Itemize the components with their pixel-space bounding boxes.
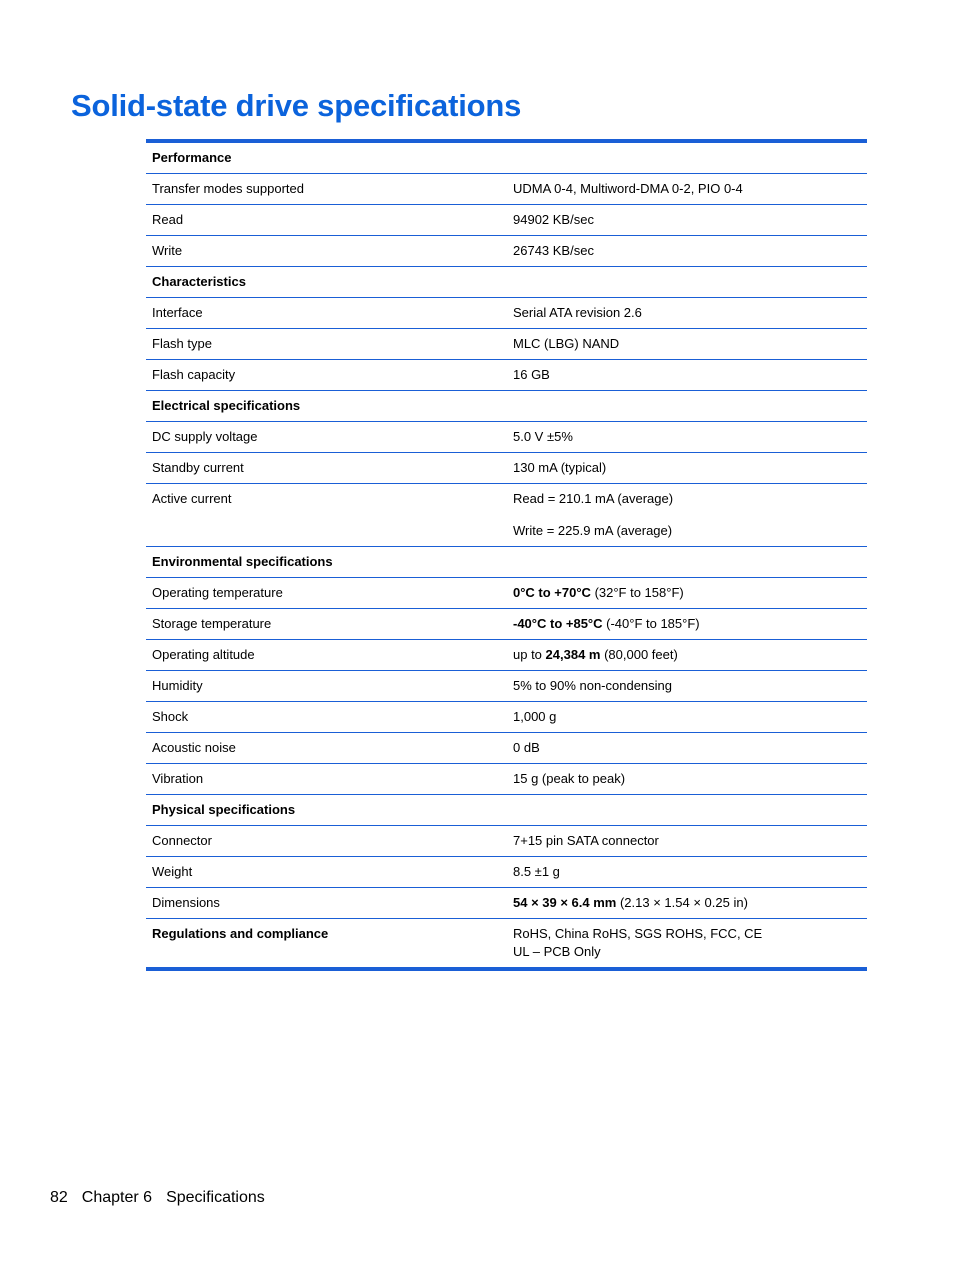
page-title: Solid-state drive specifications [71, 88, 522, 123]
spec-label: Dimensions [152, 895, 220, 910]
spec-value: 8.5 ±1 g [513, 864, 560, 879]
table-row [146, 609, 867, 640]
page-number: 82 [50, 1189, 68, 1206]
spec-label: Vibration [152, 771, 204, 786]
spec-label: Weight [152, 864, 193, 879]
spec-label: Active current [152, 491, 232, 506]
table-row [146, 484, 867, 547]
spec-value: 5.0 V ±5% [513, 429, 573, 444]
section-row-regulations [146, 919, 867, 967]
table-row [146, 857, 867, 888]
spec-value: 1,000 g [513, 709, 557, 724]
value-detail: (2.13 × 1.54 × 0.25 in) [616, 895, 748, 910]
table-row [146, 422, 867, 453]
emphasis-value: 24,384 m [545, 647, 601, 662]
table-row [146, 205, 867, 236]
emphasis-value: -40°C to +85°C [513, 616, 603, 631]
spec-value: UDMA 0-4, Multiword-DMA 0-2, PIO 0-4 [513, 181, 743, 196]
table-row [146, 702, 867, 733]
spec-value: MLC (LBG) NAND [513, 336, 620, 351]
emphasis-value: 54 × 39 × 6.4 mm [513, 895, 617, 910]
table-row [146, 298, 867, 329]
spec-value [507, 609, 867, 639]
spec-label: Humidity [152, 678, 203, 693]
spec-label: Standby current [152, 460, 244, 475]
active-read-value: Read = 210.1 mA (average) [513, 491, 674, 506]
spec-label: Operating altitude [152, 647, 255, 662]
section-header: Electrical specifications [152, 398, 301, 413]
section-row-performance [146, 143, 867, 174]
table-row [146, 174, 867, 205]
spec-value [507, 640, 867, 670]
spec-value: 130 mA (typical) [513, 460, 607, 475]
table-row [146, 453, 867, 484]
spec-value [507, 919, 867, 967]
spec-label: Operating temperature [152, 585, 283, 600]
table-row [146, 329, 867, 360]
table-row [146, 764, 867, 795]
table-row [146, 888, 867, 919]
table-row [146, 640, 867, 671]
page-footer [50, 1189, 265, 1207]
spec-value: 5% to 90% non-condensing [513, 678, 673, 693]
value-detail: (-40°F to 185°F) [602, 616, 700, 631]
section-header: Regulations and compliance [152, 926, 329, 941]
spec-label: Storage temperature [152, 616, 272, 631]
table-row [146, 236, 867, 267]
value-detail: (32°F to 158°F) [590, 585, 684, 600]
section-row-environmental [146, 547, 867, 578]
emphasis-value: 0°C to +70°C [513, 585, 591, 600]
spec-label: DC supply voltage [152, 429, 258, 444]
spec-label: Shock [152, 709, 189, 724]
spec-value: 7+15 pin SATA connector [513, 833, 659, 848]
section-header: Performance [152, 150, 232, 165]
table-row [146, 733, 867, 764]
spec-value: 16 GB [513, 367, 550, 382]
spec-label: Read [152, 212, 184, 227]
spec-label: Transfer modes supported [152, 181, 304, 196]
spec-label: Flash capacity [152, 367, 236, 382]
spec-label: Write [152, 243, 183, 258]
section-header: Characteristics [152, 274, 246, 289]
spec-value [507, 578, 867, 608]
section-row-physical [146, 795, 867, 826]
spec-label: Flash type [152, 336, 212, 351]
spec-value: Serial ATA revision 2.6 [513, 305, 642, 320]
value-detail: (80,000 feet) [600, 647, 678, 662]
footer-section: Specifications [166, 1189, 265, 1206]
table-row [146, 578, 867, 609]
section-header: Environmental specifications [152, 554, 333, 569]
table-row [146, 826, 867, 857]
spec-label: Acoustic noise [152, 740, 236, 755]
section-row-electrical [146, 391, 867, 422]
table-row [146, 671, 867, 702]
footer-chapter: Chapter 6 [81, 1189, 153, 1206]
value-prefix: up to [513, 647, 546, 662]
spec-label: Interface [152, 305, 203, 320]
spec-value: 15 g (peak to peak) [513, 771, 626, 786]
section-row-characteristics [146, 267, 867, 298]
spec-value: 26743 KB/sec [513, 243, 594, 258]
spec-value [507, 484, 867, 546]
spec-value [507, 888, 867, 918]
spec-label: Connector [152, 833, 212, 848]
table-row [146, 360, 867, 391]
regulations-line: UL – PCB Only [513, 944, 601, 959]
active-write-value: Write = 225.9 mA (average) [513, 523, 673, 538]
spec-value: 0 dB [513, 740, 540, 755]
spec-value: 94902 KB/sec [513, 212, 594, 227]
regulations-line: RoHS, China RoHS, SGS ROHS, FCC, CE [513, 926, 763, 941]
spec-table [146, 139, 867, 971]
section-header: Physical specifications [152, 802, 296, 817]
